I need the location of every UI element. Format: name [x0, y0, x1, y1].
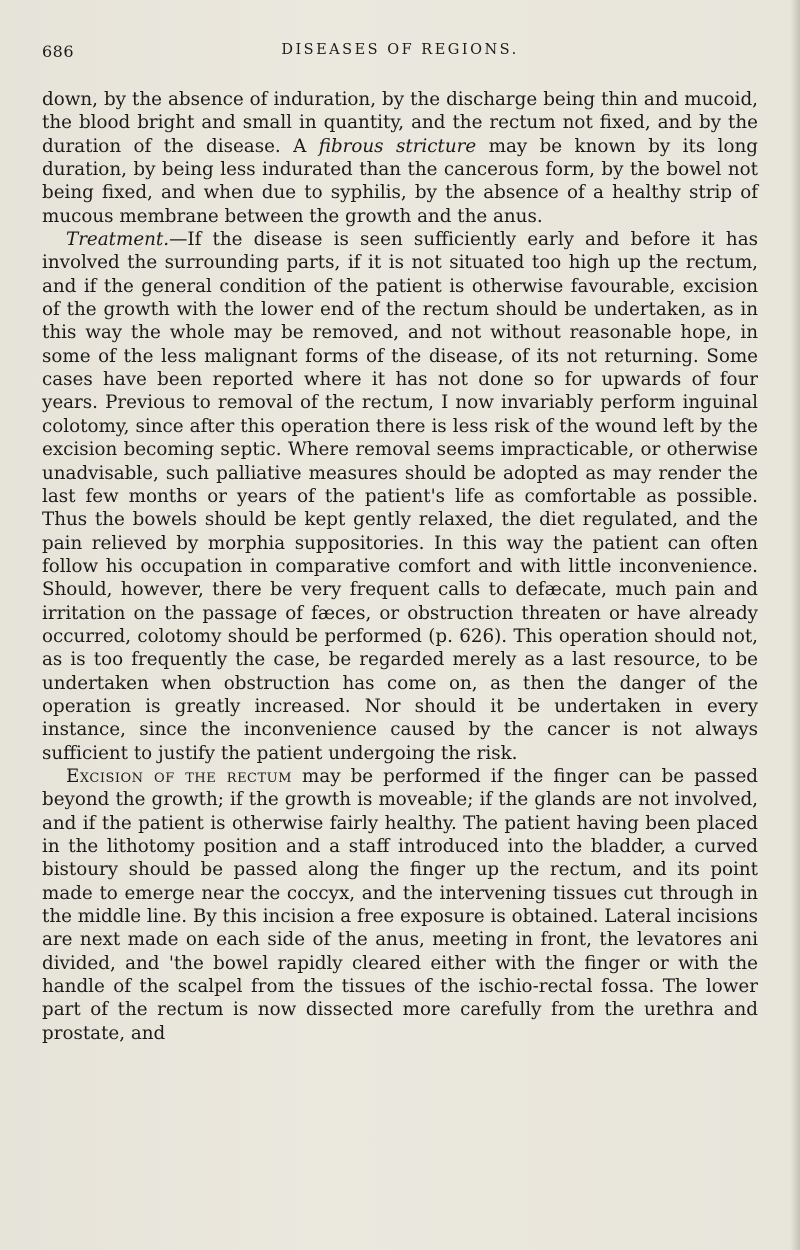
section-heading-excision: Excision of the rectum — [66, 765, 292, 787]
paragraph-differential-diagnosis — [42, 88, 758, 228]
paragraph-text: down, by the absence of induration, by the discharge being thin and mucoid, the blood bright and small in quantity, and the rectum not fixed, and by the duration of the disease. A — [42, 89, 758, 157]
paragraph-text: may be known by its long duration, by being less indurated than the cancerous form, by the bowel not being fixed, and when due to syphilis, by the absence of a healthy strip of mucous membrane between the growth and the anus. — [42, 135, 758, 227]
section-heading-treatment: Treatment. — [66, 229, 170, 251]
body-text — [42, 88, 758, 1045]
running-title: DISEASES OF REGIONS. — [281, 42, 519, 58]
paragraph-treatment — [42, 228, 758, 765]
italic-term-fibrous-stricture: fibrous stricture — [318, 135, 477, 157]
paragraph-text: —If the disease is seen sufficiently early and before it has involved the surrounding parts, if it is not situated too high up the rectum, and if the general condition of the patient is otherwise favourable, excision of the growth with the lower end of the rectum should be undertaken, as in this way the whole may be removed, and not without reasonable hope, in some of the less malignant forms of the disease, of its not returning. Some cases have been reported where it has not done so for upwards of four years. Previous to removal of the rectum, I now invariably perform inguinal colotomy, since after this operation there is less risk of the wound left by the excision becoming septic. Where removal seems impracticable, or otherwise unadvisable, such palliative measures should be adopted as may render the last few months or years of the patient's life as comfortable as possible. Thus the bowels should be kept gently relaxed, the diet regulated, and the pain relieved by morphia suppositories. In this way the patient can often follow his occupation in comparative comfort and with little inconvenience. Should, however, there be very frequent calls to defæcate, much pain and irritation on the passage of fæces, or obstruction threaten or have already occurred, colotomy should be performed (p. 626). This operation should not, as is too frequently the case, be regarded merely as a last resource, to be undertaken when obstruction has come on, as then the danger of the operation is greatly increased. Nor should it be undertaken in every instance, since the inconvenience caused by the cancer is not always sufficient to justify the patient undergoing the risk. — [42, 229, 758, 764]
page-edge-shadow — [790, 0, 800, 1250]
page-number: 686 — [42, 42, 75, 61]
paragraph-text: may be performed if the finger can be passed beyond the growth; if the growth is moveable; if the glands are not involved, and if the patient is otherwise fairly healthy. The patient having been placed in the lithotomy position and a staff introduced into the bladder, a curved bistoury should be passed along the finger up the rectum, and its point made to emerge near the coccyx, and the intervening tissues cut through in the middle line. By this incision a free exposure is obtained. Lateral incisions are next made on each side of the anus, meeting in front, the levatores ani divided, and 'the bowel rapidly cleared either with the finger or with the handle of the scalpel from the tissues of the ischio-rectal fossa. The lower part of the rectum is now dissected more carefully from the urethra and prostate, and — [42, 765, 758, 1044]
page-header — [42, 42, 758, 66]
paragraph-excision — [42, 765, 758, 1045]
